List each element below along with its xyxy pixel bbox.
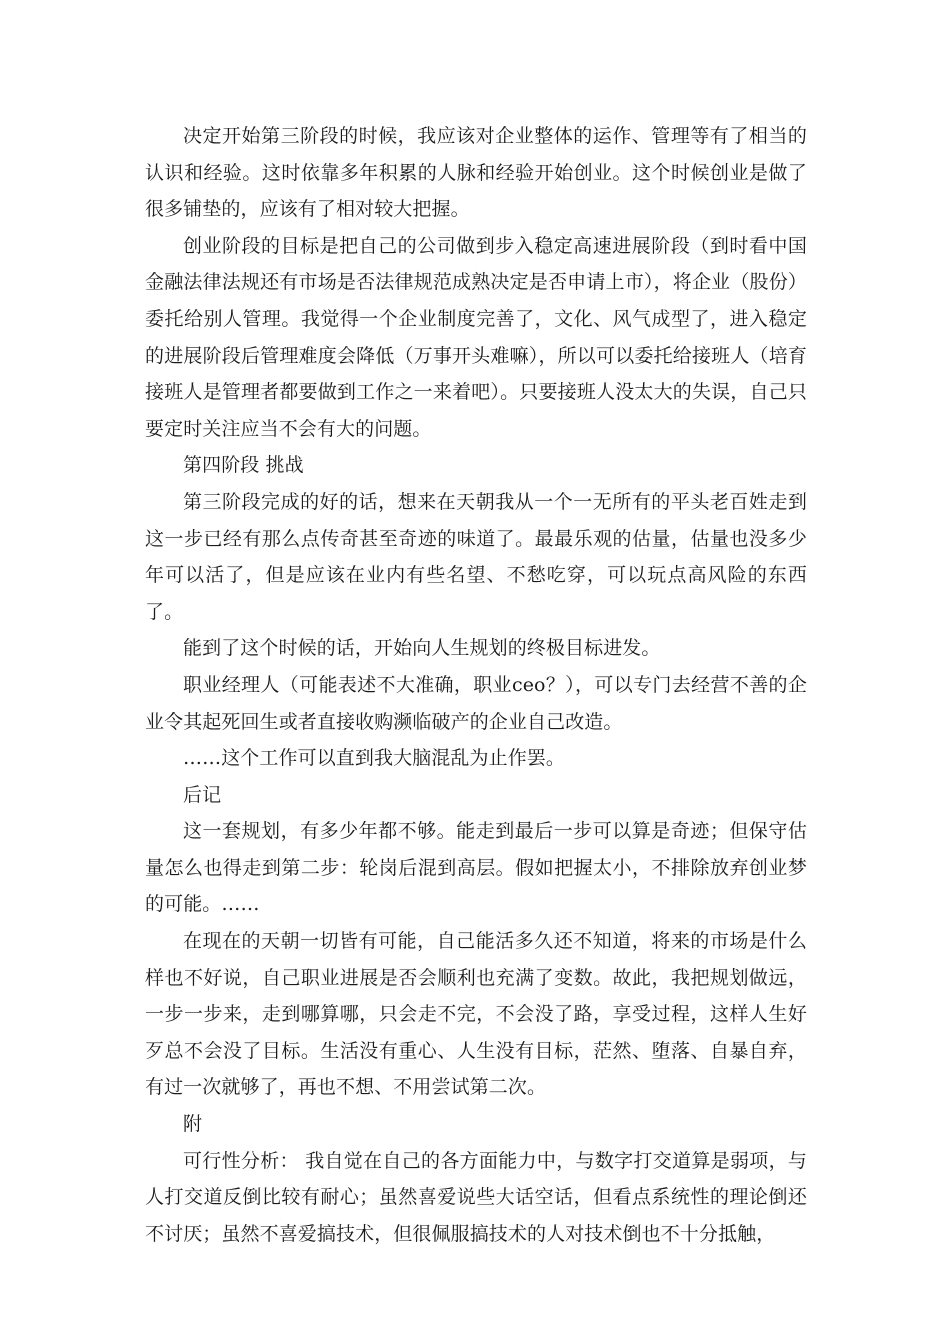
paragraph-startup-goal: 创业阶段的目标是把自己的公司做到步入稳定高速进展阶段（到时看中国金融法律法规还有市场是否法律规范成熟决定是否申请上市），将企业（股份）委托给别人管理。我觉得一个企业制度完善了，文化、风气成型了，进入稳定的进展阶段后管理难度会降低（万事开头难嘛），所以可以委托给接班人（培育接班人是管理者都要做到工作之一来着吧）。只要接班人没太大的失误，自己只要定时关注应当不会有大的问题。 — [145, 234, 807, 440]
section-heading-appendix: 附 — [183, 1113, 203, 1136]
paragraph-stage3-intro: 决定开始第三阶段的时候，我应该对企业整体的运作、管理等有了相当的认识和经验。这时依靠多年积累的人脉和经验开始创业。这个时候创业是做了很多铺垫的，应该有了相对较大把握。 — [145, 125, 807, 221]
paragraph-professional-manager: 职业经理人（可能表述不大准确，职业ceo？），可以专门去经营不善的企业令其起死回生或者直接收购濒临破产的企业自己改造。 — [145, 673, 807, 733]
document-page — [145, 118, 807, 1252]
section-heading-stage4: 第四阶段 挑战 — [183, 454, 304, 477]
paragraph-stage3-complete: 第三阶段完成的好的话，想来在天朝我从一个一无所有的平头老百姓走到这一步已经有那么点传奇甚至奇迹的味道了。最最乐观的估量，估量也没多少年可以活了，但是应该在业内有些名望、不愁吃穿，可以玩点高风险的东西了。 — [145, 490, 807, 623]
paragraph-final-goal: 能到了这个时候的话，开始向人生规划的终极目标进发。 — [183, 637, 661, 660]
paragraph-feasibility: 可行性分析： 我自觉在自己的各方面能力中，与数字打交道算是弱项，与人打交道反倒比较有耐心；虽然喜爱说些大话空话，但看点系统性的理论倒还不讨厌；虽然不喜爱搞技术，但很佩服搞技术的人对技术倒也不十分抵触， — [145, 1149, 807, 1245]
paragraph-plan-length: 这一套规划，有多少年都不够。能走到最后一步可以算是奇迹；但保守估量怎么也得走到第二步：轮岗后混到高层。假如把握太小，不排除放弃创业梦的可能。…… — [145, 820, 807, 916]
paragraph-until-end: ……这个工作可以直到我大脑混乱为止作罢。 — [183, 747, 566, 770]
paragraph-everything-possible: 在现在的天朝一切皆有可能，自己能活多久还不知道，将来的市场是什么样也不好说，自己职业进展是否会顺利也充满了变数。故此，我把规划做远，一步一步来，走到哪算哪，只会走不完，不会没了路，享受过程，这样人生好歹总不会没了目标。生活没有重心、人生没有目标，茫然、堕落、自暴自弃，有过一次就够了，再也不想、不用尝试第二次。 — [145, 930, 807, 1099]
section-heading-afterword: 后记 — [183, 783, 222, 806]
